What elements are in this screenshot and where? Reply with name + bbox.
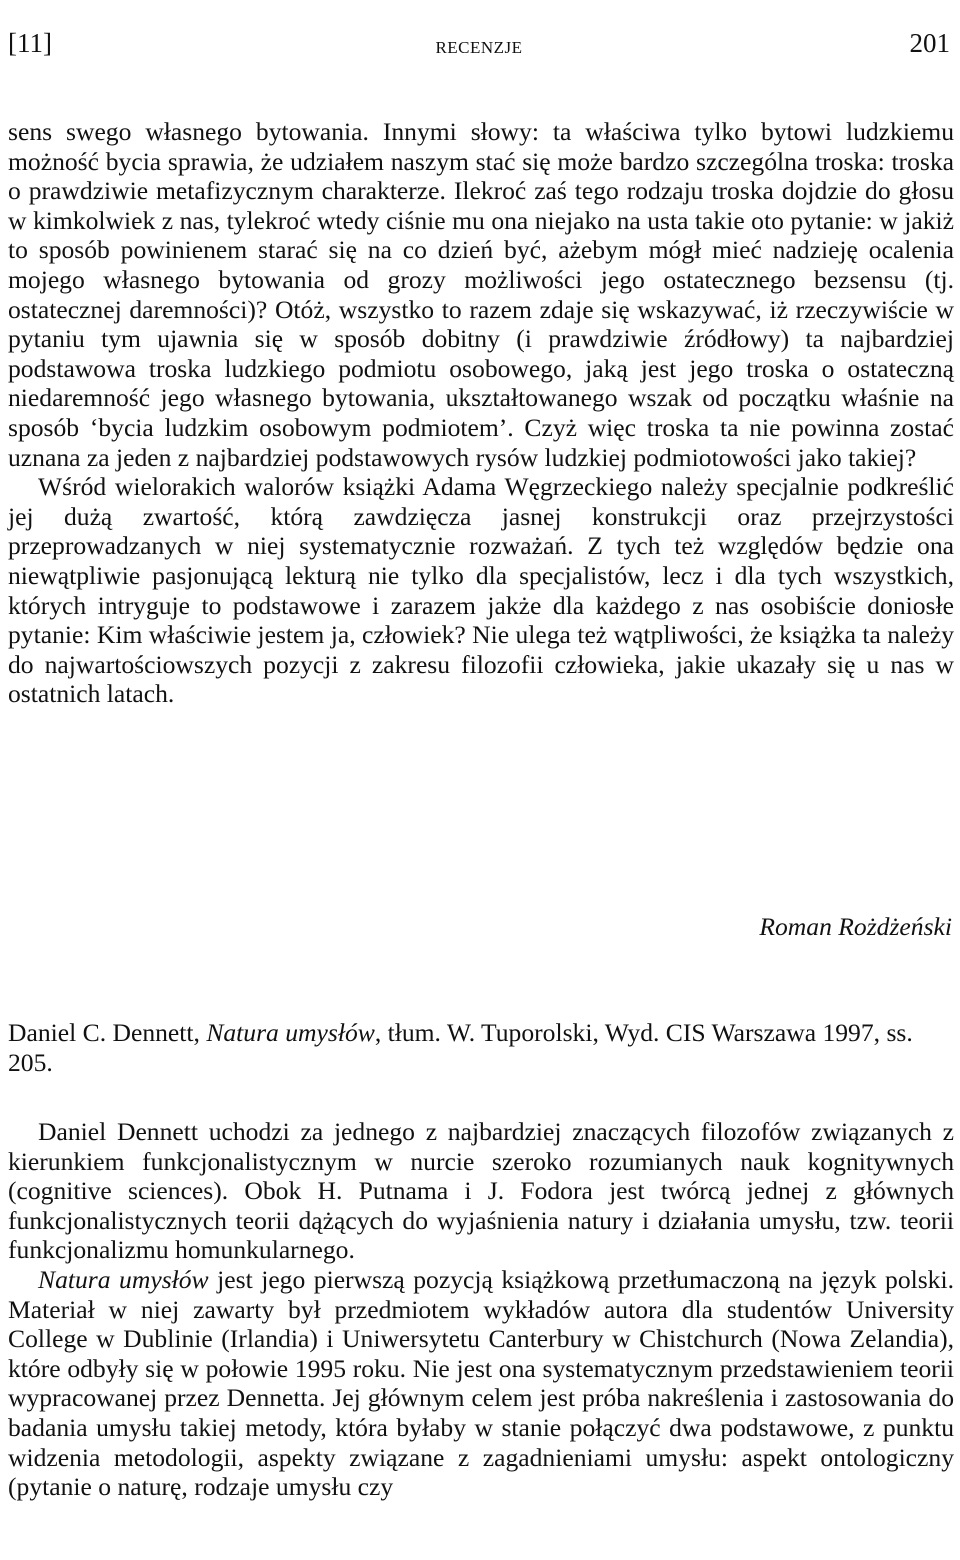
review-body-2: [8, 1117, 954, 1502]
paragraph: Daniel Dennett uchodzi za jednego z najbardziej znaczących filozofów związanych z kierunkiem funkcjonalistycznym w nurcie szeroko rozumianych nauk kognitywnych (cognitive sciences). Obok H. Putnama i J. Fodora jest twórcą jednej z głównych funkcjonalistycznych teorii dążących do wyjaśnienia natury i działania umysłu, tzw. teorii funkcjonalizmu homunkularnego.: [8, 1117, 954, 1265]
paragraph: Wśród wielorakich walorów książki Adama Węgrzeckiego należy specjalnie podkreślić jej dużą zwartość, którą zawdzięcza jasnej konstrukcji oraz przejrzystości przeprowadzanych w niej systematycznie rozważań. Z tych też względów będzie ona niewątpliwie pasjonującą lekturą nie tylko dla specjalistów, lecz i dla tych wszystkich, których intryguje to podstawowe i zarazem jakże dla każdego z nas osobiście doniosłe pytanie: Kim właściwie jestem ja, człowiek? Nie ulega też wątpliwości, że książka ta należy do najwartościowszych pozycji z zakresu filozofii człowieka, jakie ukazały się u nas w ostatnich latach.: [8, 472, 954, 709]
page-number: 201: [909, 28, 950, 58]
citation-details: , tłum. W. Tuporolski, Wyd. CIS Warszawa 1997, ss. 205.: [8, 1018, 913, 1077]
paragraph: [8, 1265, 954, 1502]
book-title-inline: Natura umysłów: [38, 1264, 209, 1294]
paragraph: sens swego własnego bytowania. Innymi słowy: ta właściwa tylko bytowi ludzkiemu możność bycia sprawia, że udziałem naszym stać się może bardzo szczególna troska: troska o prawdziwie metafizycznym charakterze. Ilekroć zaś tego rodzaju troska dojdzie do głosu w kimkolwiek z nas, tylekroć wtedy ciśnie mu ona niejako na usta takie oto pytanie: w jakiż to sposób powinienem starać się na co dzień być, ażebym mógł mieć nadzieję ocalenia mojego własnego bytowania od grozy możliwości jego ostatecznego bezsensu (tj. ostatecznej daremności)? Otóż, wszystko to razem zdaje się wskazywać, iż rzeczywiście w pytaniu tym ujawnia się w sposób dobitny (i prawdziwie źródłowy) ta najbardziej podstawowa troska ludzkiego podmiotu osobowego, jaką jest jego troska o ostateczną niedaremność jego własnego bytowania, ukształtowanego wszak od początku właśnie na sposób ‘bycia ludzkim osobowym podmiotem’. Czyż więc troska ta nie powinna zostać uznana za jeden z najbardziej podstawowych rysów ludzkiej podmiotowości jako takiej?: [8, 117, 954, 472]
review-body-1: [8, 117, 954, 709]
review-author-signature: Roman Rożdżeński: [759, 912, 952, 941]
citation-title: Natura umysłów: [206, 1018, 375, 1047]
book-citation: [8, 1018, 954, 1077]
citation-author: Daniel C. Dennett,: [8, 1018, 207, 1047]
page-reference: [11]: [8, 28, 52, 58]
running-header: [8, 28, 950, 68]
section-title: RECENZJE: [435, 38, 523, 57]
paragraph-text: jest jego pierwszą pozycją książkową przetłumaczoną na język polski. Materiał w niej zawarty był przedmiotem wykładów autora dla studentów University College w Dublinie (Irlandia) i Uniwersytetu Canterbury w Chistchurch (Nowa Zelandia), które odbyły się w połowie 1995 roku. Nie jest ona systematycznym przedstawieniem teorii wypracowanej przez Dennetta. Jej głównym celem jest próba nakreślenia i zastosowania do badania umysłu takiej metody, która byłaby w stanie połączyć dwa podstawowe, z punktu widzenia metodologii, aspekty związane z zagadnieniami umysłu: aspekt ontologiczny (pytanie o naturę, rodzaje umysłu czy: [8, 1264, 954, 1502]
